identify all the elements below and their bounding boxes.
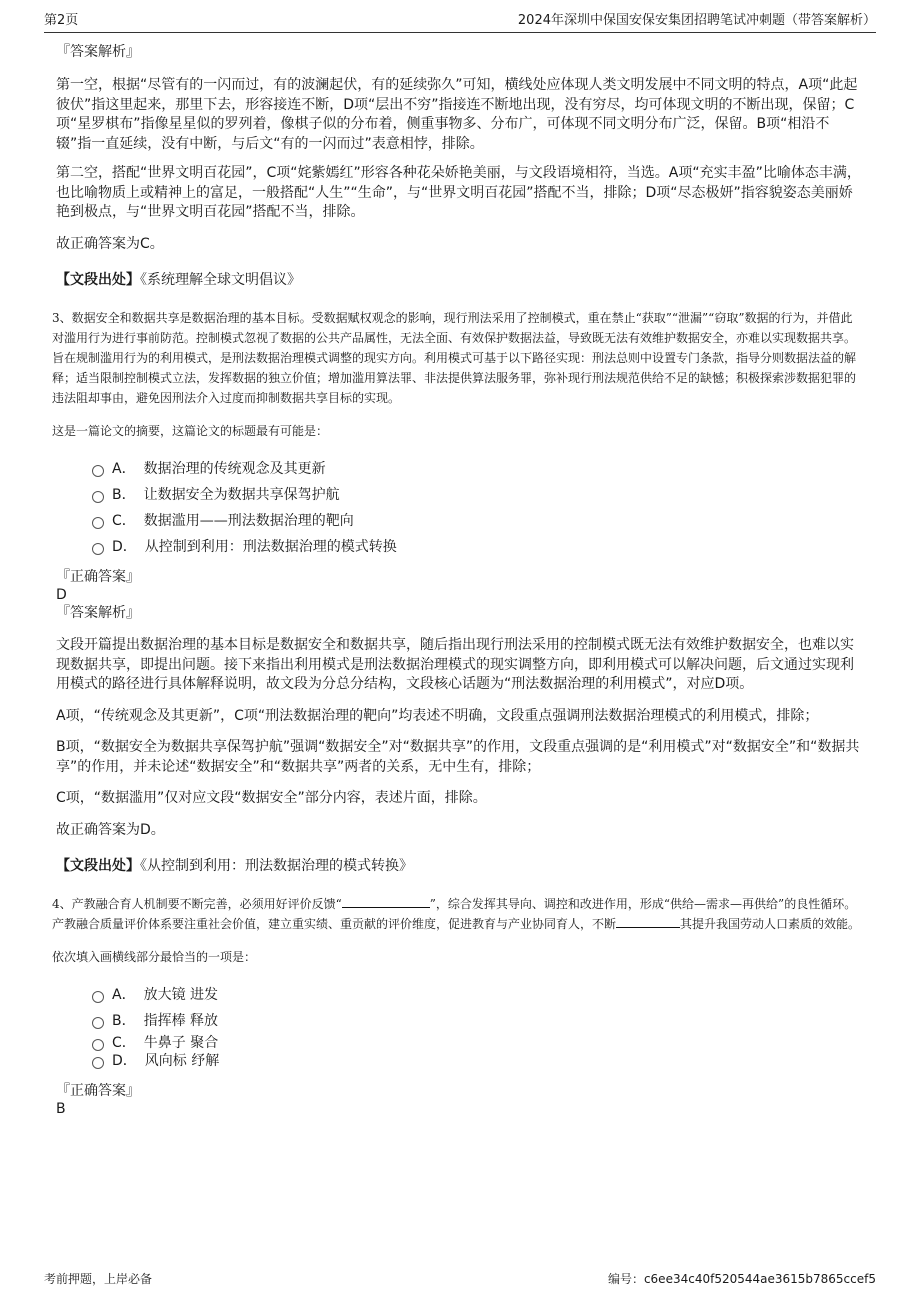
footer-slogan: 考前押题，上岸必备 <box>44 1272 153 1286</box>
radio-icon[interactable] <box>92 991 104 1003</box>
question-4-ask: 依次填入画横线部分最恰当的一项是： <box>52 950 257 964</box>
analysis-paragraph: 第一空，根据“尽管有的一闪而过，有的波澜起伏，有的延续弥久”可知，横线处应体现人类文明发展中不同文明的特点，A项“此起彼伏”指这里起来，那里下去，形容接连不断，D项“层出不穷”指接连不断地出现，没有穷尽，均可体现文明的不断出现，保留；C项“星罗棋布”指像星星似的罗列着，像棋子似的分布着，侧重事物多、分布广，可体现不同文明分布广泛，保留。B项“相沿不辍”指一直延续，没有中断，与后文“有的一闪而过”表意相悖，排除。 <box>56 77 858 152</box>
option-text: 让数据安全为数据共享保驾护航 <box>143 487 340 503</box>
question-4-options <box>92 982 864 1070</box>
option-letter: C． <box>112 1035 136 1051</box>
source-line <box>56 270 864 290</box>
option-letter: A． <box>112 987 136 1003</box>
fill-blank-1 <box>342 894 430 908</box>
option-letter: B． <box>112 1013 136 1029</box>
option-a[interactable] <box>92 982 864 1008</box>
radio-icon[interactable] <box>92 543 104 555</box>
radio-icon[interactable] <box>92 1017 104 1029</box>
analysis-label: 『答案解析』 <box>56 44 140 60</box>
option-b[interactable] <box>92 482 864 508</box>
option-b[interactable] <box>92 1008 864 1034</box>
analysis-paragraph: 文段开篇提出数据治理的基本目标是数据安全和数据共享，随后指出现行刑法采用的控制模式既无法有效维护数据安全，也难以实现数据共享，即提出问题。接下来指出利用模式是刑法数据治理模式的现实调整方向，即利用模式可以解决问题，后文通过实现利用模式的路径进行具体解释说明，故文段为分总分结构，文段核心话题为“刑法数据治理的利用模式”，对应D项。 <box>56 637 854 692</box>
option-letter: D． <box>112 1053 137 1069</box>
option-c[interactable] <box>92 1034 864 1052</box>
document-id: 编号：c6ee34c40f520544ae3615b7865ccef5 <box>607 1272 876 1286</box>
option-a[interactable] <box>92 456 864 482</box>
radio-icon[interactable] <box>92 465 104 477</box>
analysis-conclusion: 故正确答案为D。 <box>56 821 165 838</box>
correct-answer: D <box>56 587 67 603</box>
fill-blank-2 <box>616 914 680 928</box>
option-letter: A． <box>112 461 136 477</box>
source-label: 【文段出处】 <box>56 858 140 874</box>
option-text: 指挥棒 释放 <box>143 1013 219 1029</box>
option-letter: D． <box>112 539 137 555</box>
page-header <box>44 12 876 33</box>
radio-icon[interactable] <box>92 1057 104 1069</box>
radio-icon[interactable] <box>92 517 104 529</box>
option-text: 风向标 纾解 <box>144 1053 220 1069</box>
source-title: 《从控制到利用：刑法数据治理的模式转换》 <box>140 858 413 874</box>
option-text: 数据滥用——刑法数据治理的靶向 <box>143 513 354 529</box>
option-text: 数据治理的传统观念及其更新 <box>143 461 326 477</box>
analysis-conclusion: 故正确答案为C。 <box>56 235 164 252</box>
option-letter: B． <box>112 487 136 503</box>
question-4-text-part: ”，综合发挥其导向、调控和改进作用，形成“供给—需求—再供给”的良性循环。产教融合质量评价体系要注重社会价值，建立重实绩、重贡献的评价维度，促进教育与产业协同育人，不断 <box>52 897 857 931</box>
analysis-paragraph: C项，“数据滥用”仅对应文段“数据安全”部分内容，表述片面，排除。 <box>56 790 487 806</box>
option-c[interactable] <box>92 508 864 534</box>
page-footer <box>44 1270 876 1290</box>
analysis-paragraph: A项，“传统观念及其更新”，C项“刑法数据治理的靶向”均表述不明确，文段重点强调刑法数据治理模式的利用模式，排除； <box>56 707 819 724</box>
option-d[interactable] <box>92 1052 864 1070</box>
question-4-text <box>52 894 864 934</box>
source-line <box>56 856 864 876</box>
option-d[interactable] <box>92 534 864 560</box>
question-4-text-part: 4、产教融合育人机制要不断完善，必须用好评价反馈“ <box>52 897 342 911</box>
correct-answer-label: 『正确答案』 <box>56 1083 140 1099</box>
radio-icon[interactable] <box>92 1039 104 1051</box>
option-letter: C． <box>112 513 136 529</box>
option-text: 放大镜 进发 <box>143 987 219 1003</box>
question-3-ask: 这是一篇论文的摘要，这篇论文的标题最有可能是： <box>52 424 329 438</box>
page-content <box>52 42 864 1118</box>
question-4-text-part: 其提升我国劳动人口素质的效能。 <box>680 917 861 931</box>
source-title: 《系统理解全球文明倡议》 <box>140 272 301 288</box>
analysis-paragraph: B项，“数据安全为数据共享保驾护航”强调“数据安全”对“数据共享”的作用，文段重点强调的是“利用模式”对“数据安全”和“数据共享”的作用，并未论述“数据安全”和“数据共享”两者的关系，无中生有，排除； <box>56 739 860 775</box>
option-text: 从控制到利用：刑法数据治理的模式转换 <box>144 539 397 555</box>
question-3-options <box>92 456 864 560</box>
correct-answer: B <box>56 1101 66 1117</box>
source-label: 【文段出处】 <box>56 272 140 288</box>
radio-icon[interactable] <box>92 491 104 503</box>
option-text: 牛鼻子 聚合 <box>143 1035 219 1051</box>
page-number: 第2页 <box>44 13 79 28</box>
analysis-label: 『答案解析』 <box>56 605 140 621</box>
question-3-text: 3、数据安全和数据共享是数据治理的基本目标。受数据赋权观念的影响，现行刑法采用了控制模式，重在禁止“获取”“泄漏”“窃取”数据的行为，并借此对滥用行为进行事前防范。控制模式忽视了数据的公共产品属性，无法全面、有效保护数据法益，导致既无法有效维护数据安全，亦难以实现数据共享。旨在规制滥用行为的利用模式，是刑法数据治理模式调整的现实方向。利用模式可基于以下路径实现：刑法总则中设置专门条款，指导分则数据法益的解释；适当限制控制模式立法，发挥数据的独立价值；增加滥用算法罪、非法提供算法服务罪，弥补现行刑法规范供给不足的缺憾；积极探索涉数据犯罪的违法阻却事由，避免因刑法介入过度而抑制数据共享目标的实现。 <box>52 311 857 405</box>
correct-answer-label: 『正确答案』 <box>56 569 140 585</box>
document-title: 2024年深圳中保国安保安集团招聘笔试冲刺题（带答案解析） <box>517 13 876 28</box>
analysis-paragraph: 第二空，搭配“世界文明百花园”，C项“姹紫嫣红”形容各种花朵娇艳美丽，与文段语境相符，当选。A项“充实丰盈”比喻体态丰满，也比喻物质上或精神上的富足，一般搭配“人生”“生命”，与“世界文明百花园”搭配不当，排除；D项“尽态极妍”指容貌姿态美丽娇艳到极点，与“世界文明百花园”搭配不当，排除。 <box>56 165 861 220</box>
